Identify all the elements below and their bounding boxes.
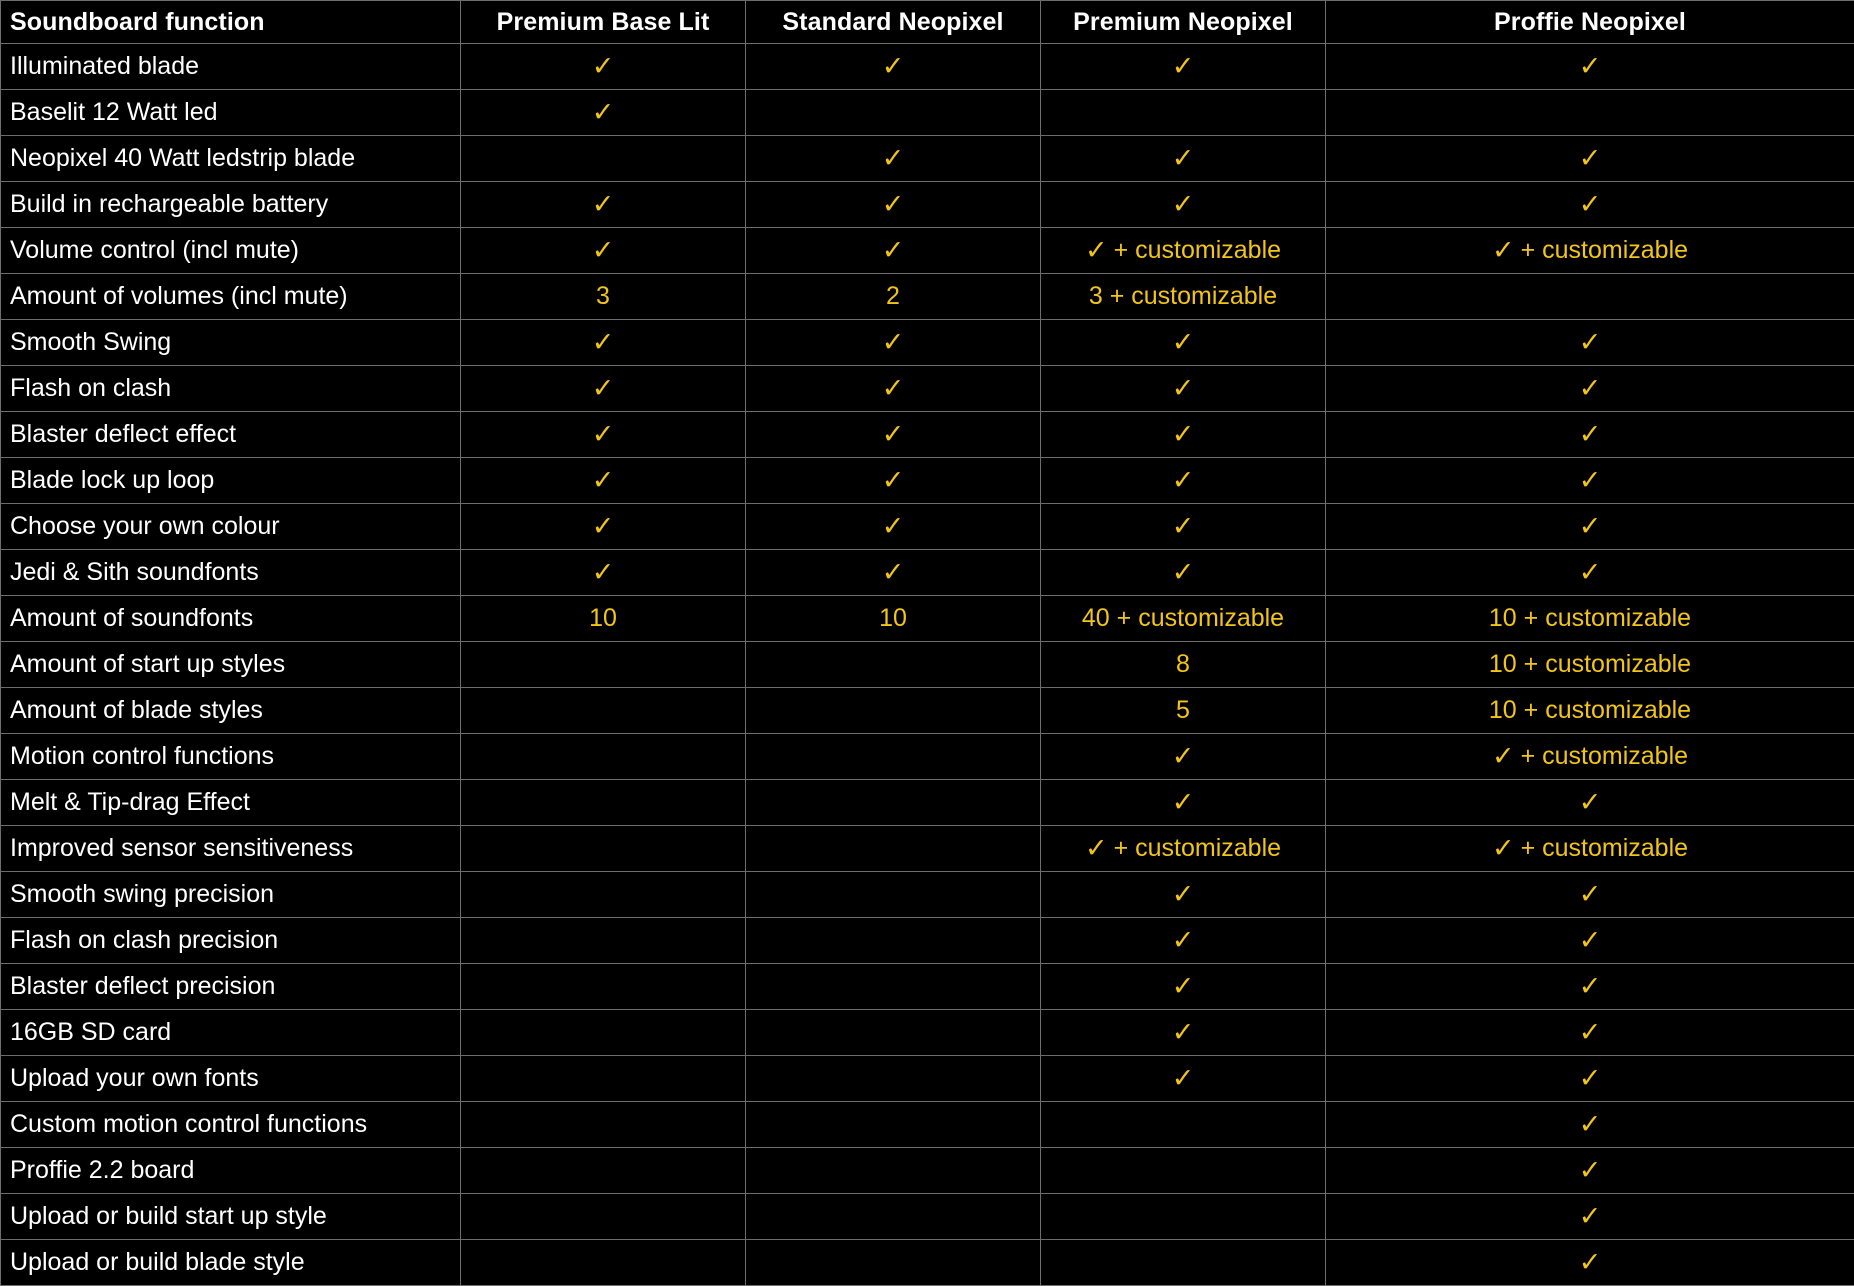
feature-value-cell [461,412,746,458]
empty-value [461,927,745,954]
empty-value [746,881,1040,908]
value-text: + customizable [1521,238,1688,263]
feature-value-cell [1326,412,1854,458]
feature-name-cell: Flash on clash precision [1,918,461,964]
column-header-premium-base-lit: Premium Base Lit [461,1,746,44]
feature-name-cell: Upload or build blade style [1,1240,461,1286]
feature-value-cell [746,688,1041,734]
feature-value-cell [746,1056,1041,1102]
table-row [1,90,1854,136]
feature-value-cell [1326,182,1854,228]
check-icon: ✓ [882,375,905,402]
table-row [1,412,1854,458]
feature-value-cell [461,504,746,550]
check-icon: ✓ [882,467,905,494]
value-text: 10 + customizable [1489,652,1691,677]
value-text: + customizable [1521,744,1688,769]
value-text: 10 [879,606,907,631]
table-row [1,274,1854,320]
feature-value-cell [746,90,1041,136]
table-row [1,504,1854,550]
value-text: 3 + customizable [1089,284,1277,309]
check-icon: ✓ [592,237,615,264]
feature-name-cell: Baselit 12 Watt led [1,90,461,136]
feature-value-cell [461,366,746,412]
feature-name-cell: Blaster deflect effect [1,412,461,458]
feature-value-cell [1326,1102,1854,1148]
table-row [1,596,1854,642]
feature-name-cell: Amount of blade styles [1,688,461,734]
empty-value [746,835,1040,862]
feature-value-cell [746,274,1041,320]
check-icon: ✓ [1579,375,1602,402]
empty-value [461,835,745,862]
feature-value-cell [746,320,1041,366]
feature-name-cell: 16GB SD card [1,1010,461,1056]
feature-name-cell: Smooth Swing [1,320,461,366]
check-icon: ✓ [1172,421,1195,448]
empty-value [461,697,745,724]
check-icon: ✓ [1172,145,1195,172]
empty-value [746,789,1040,816]
empty-value [461,1019,745,1046]
table-row [1,182,1854,228]
check-icon: ✓ [592,99,615,126]
empty-value [461,145,745,172]
feature-value-cell [746,642,1041,688]
feature-value-cell [1041,90,1326,136]
check-icon: ✓ [1172,743,1195,770]
empty-value [461,743,745,770]
feature-value-cell [1326,550,1854,596]
feature-value-cell [1326,872,1854,918]
feature-name-cell: Upload or build start up style [1,1194,461,1240]
feature-value-cell [1041,872,1326,918]
check-icon: ✓ [882,191,905,218]
table-row [1,1194,1854,1240]
table-row [1,826,1854,872]
feature-value-cell [1041,1056,1326,1102]
check-icon: ✓ [1579,789,1602,816]
empty-value [746,1019,1040,1046]
check-icon: ✓ [1579,881,1602,908]
feature-value-cell [461,734,746,780]
feature-value-cell [461,964,746,1010]
check-icon: ✓ [882,329,905,356]
check-icon: ✓ [1579,559,1602,586]
check-icon: ✓ [592,421,615,448]
feature-name-cell: Choose your own colour [1,504,461,550]
check-icon: ✓ [1085,835,1108,862]
feature-value-cell [1326,1240,1854,1286]
empty-value [461,1249,745,1276]
empty-value [746,1157,1040,1184]
feature-value-cell [1326,780,1854,826]
check-icon: ✓ [882,559,905,586]
check-icon: ✓ [592,559,615,586]
check-icon: ✓ [882,513,905,540]
check-icon: ✓ [1172,789,1195,816]
check-icon: ✓ [1579,329,1602,356]
check-icon: ✓ [1492,835,1515,862]
feature-value-cell [461,1240,746,1286]
feature-value-cell [746,550,1041,596]
empty-value [1041,1111,1325,1138]
feature-value-cell [1326,1148,1854,1194]
check-icon: ✓ [1085,237,1108,264]
table-body [1,44,1854,1286]
feature-name-cell: Flash on clash [1,366,461,412]
table-row [1,1240,1854,1286]
feature-value-cell [1041,274,1326,320]
feature-value-cell [746,458,1041,504]
feature-value-cell [746,1194,1041,1240]
table-row [1,550,1854,596]
table-row [1,642,1854,688]
feature-value-cell [1041,458,1326,504]
value-text: + customizable [1114,836,1281,861]
check-icon: ✓ [1579,973,1602,1000]
empty-value [746,697,1040,724]
table-row [1,964,1854,1010]
feature-value-cell [1041,596,1326,642]
empty-value [461,1111,745,1138]
value-text: 10 + customizable [1489,698,1691,723]
feature-name-cell: Blade lock up loop [1,458,461,504]
empty-value [1041,1249,1325,1276]
feature-value-cell [461,550,746,596]
feature-value-cell [461,642,746,688]
empty-value [461,973,745,1000]
feature-value-cell [1326,964,1854,1010]
check-icon: ✓ [1579,191,1602,218]
value-text: 2 [886,284,900,309]
check-icon: ✓ [1579,421,1602,448]
feature-value-cell [746,1010,1041,1056]
feature-name-cell: Amount of volumes (incl mute) [1,274,461,320]
feature-value-cell [746,182,1041,228]
value-text: 5 [1176,698,1190,723]
value-text: 10 [589,606,617,631]
feature-name-cell: Volume control (incl mute) [1,228,461,274]
check-icon: ✓ [1579,1065,1602,1092]
table-row [1,458,1854,504]
check-icon: ✓ [1492,237,1515,264]
feature-value-cell [746,1102,1041,1148]
empty-value [746,1249,1040,1276]
feature-value-cell [1041,918,1326,964]
feature-value-cell [1326,826,1854,872]
check-icon: ✓ [592,467,615,494]
check-icon: ✓ [1579,1019,1602,1046]
table-header-row [1,1,1854,44]
check-icon: ✓ [592,191,615,218]
check-icon: ✓ [882,421,905,448]
feature-value-cell [461,274,746,320]
feature-value-cell [1041,826,1326,872]
feature-value-cell [461,136,746,182]
feature-value-cell [461,918,746,964]
feature-value-cell [1326,642,1854,688]
table-row [1,320,1854,366]
check-icon: ✓ [1579,513,1602,540]
check-icon: ✓ [1172,881,1195,908]
value-text: + customizable [1521,836,1688,861]
feature-value-cell [746,366,1041,412]
table-row [1,688,1854,734]
feature-value-cell [461,688,746,734]
feature-name-cell: Melt & Tip-drag Effect [1,780,461,826]
feature-value-cell [1326,44,1854,90]
check-icon: ✓ [1579,53,1602,80]
table-header [1,1,1854,44]
feature-value-cell [1041,136,1326,182]
table-row [1,918,1854,964]
feature-value-cell [461,872,746,918]
check-icon: ✓ [592,53,615,80]
feature-value-cell [746,412,1041,458]
feature-value-cell [746,1148,1041,1194]
feature-name-cell: Neopixel 40 Watt ledstrip blade [1,136,461,182]
empty-value [746,1111,1040,1138]
feature-name-cell: Custom motion control functions [1,1102,461,1148]
feature-value-cell [1326,1194,1854,1240]
feature-value-cell [1326,90,1854,136]
column-header-proffie-neopixel: Proffie Neopixel [1326,1,1854,44]
feature-value-cell [1326,918,1854,964]
feature-value-cell [461,1148,746,1194]
feature-value-cell [461,596,746,642]
feature-value-cell [1326,1056,1854,1102]
feature-value-cell [746,228,1041,274]
feature-name-cell: Blaster deflect precision [1,964,461,1010]
check-icon: ✓ [1172,329,1195,356]
check-icon: ✓ [592,375,615,402]
check-icon: ✓ [882,145,905,172]
check-icon: ✓ [1579,927,1602,954]
value-text: + customizable [1114,238,1281,263]
value-text: 3 [596,284,610,309]
feature-name-cell: Improved sensor sensitiveness [1,826,461,872]
table-row [1,780,1854,826]
check-icon: ✓ [1579,467,1602,494]
feature-value-cell [746,44,1041,90]
feature-value-cell [746,596,1041,642]
feature-value-cell [461,182,746,228]
feature-value-cell [1326,228,1854,274]
check-icon: ✓ [1579,145,1602,172]
feature-value-cell [1041,1194,1326,1240]
empty-value [1041,1157,1325,1184]
feature-value-cell [1041,642,1326,688]
check-icon: ✓ [1579,1249,1602,1276]
empty-value [461,1157,745,1184]
feature-value-cell [461,826,746,872]
feature-value-cell [1041,1240,1326,1286]
check-icon: ✓ [1579,1157,1602,1184]
check-icon: ✓ [1172,559,1195,586]
check-icon: ✓ [592,513,615,540]
feature-value-cell [1041,688,1326,734]
feature-value-cell [746,964,1041,1010]
feature-value-cell [1041,550,1326,596]
column-header-standard-neopixel: Standard Neopixel [746,1,1041,44]
check-icon: ✓ [592,329,615,356]
empty-value [461,881,745,908]
check-icon: ✓ [1172,191,1195,218]
table-row [1,1010,1854,1056]
check-icon: ✓ [1172,467,1195,494]
feature-value-cell [1326,596,1854,642]
check-icon: ✓ [1172,1019,1195,1046]
table-row [1,734,1854,780]
feature-name-cell: Amount of soundfonts [1,596,461,642]
feature-value-cell [1326,504,1854,550]
empty-value [746,99,1040,126]
check-icon: ✓ [882,53,905,80]
empty-value [1326,99,1854,126]
feature-value-cell [461,44,746,90]
feature-value-cell [461,90,746,136]
check-icon: ✓ [882,237,905,264]
empty-value [1041,99,1325,126]
feature-value-cell [1041,366,1326,412]
feature-value-cell [1326,320,1854,366]
feature-value-cell [1326,1010,1854,1056]
feature-value-cell [461,1056,746,1102]
feature-value-cell [1041,1010,1326,1056]
feature-name-cell: Upload your own fonts [1,1056,461,1102]
table-row [1,136,1854,182]
check-icon: ✓ [1172,1065,1195,1092]
feature-value-cell [461,228,746,274]
table-row [1,366,1854,412]
empty-value [746,743,1040,770]
feature-value-cell [1041,412,1326,458]
feature-value-cell [746,734,1041,780]
feature-value-cell [1041,44,1326,90]
feature-value-cell [746,136,1041,182]
feature-value-cell [1041,182,1326,228]
value-text: 10 + customizable [1489,606,1691,631]
empty-value [461,789,745,816]
column-header-premium-neopixel: Premium Neopixel [1041,1,1326,44]
check-icon: ✓ [1492,743,1515,770]
table-row [1,1056,1854,1102]
feature-name-cell: Motion control functions [1,734,461,780]
feature-value-cell [1041,734,1326,780]
feature-name-cell: Smooth swing precision [1,872,461,918]
feature-value-cell [746,826,1041,872]
column-header-function: Soundboard function [1,1,461,44]
empty-value [461,651,745,678]
feature-value-cell [746,872,1041,918]
feature-value-cell [1326,688,1854,734]
value-text: 8 [1176,652,1190,677]
feature-value-cell [1326,274,1854,320]
table-row [1,1148,1854,1194]
table-row [1,1102,1854,1148]
feature-value-cell [461,1102,746,1148]
feature-name-cell: Jedi & Sith soundfonts [1,550,461,596]
value-text: 40 + customizable [1082,606,1284,631]
feature-value-cell [1041,504,1326,550]
feature-value-cell [1326,136,1854,182]
check-icon: ✓ [1172,973,1195,1000]
feature-name-cell: Amount of start up styles [1,642,461,688]
feature-name-cell: Illuminated blade [1,44,461,90]
feature-value-cell [1041,1148,1326,1194]
feature-value-cell [1041,320,1326,366]
empty-value [461,1203,745,1230]
empty-value [746,651,1040,678]
empty-value [746,1203,1040,1230]
feature-value-cell [461,1010,746,1056]
table-row [1,228,1854,274]
feature-value-cell [746,1240,1041,1286]
check-icon: ✓ [1579,1111,1602,1138]
empty-value [746,927,1040,954]
feature-value-cell [1326,458,1854,504]
feature-value-cell [746,780,1041,826]
feature-value-cell [1041,780,1326,826]
empty-value [1041,1203,1325,1230]
feature-value-cell [746,918,1041,964]
check-icon: ✓ [1579,1203,1602,1230]
feature-value-cell [1041,228,1326,274]
feature-name-cell: Build in rechargeable battery [1,182,461,228]
check-icon: ✓ [1172,513,1195,540]
check-icon: ✓ [1172,927,1195,954]
feature-value-cell [461,320,746,366]
empty-value [746,1065,1040,1092]
feature-value-cell [1041,1102,1326,1148]
check-icon: ✓ [1172,375,1195,402]
empty-value [746,973,1040,1000]
table-row [1,872,1854,918]
feature-name-cell: Proffie 2.2 board [1,1148,461,1194]
feature-value-cell [1326,366,1854,412]
empty-value [1326,283,1854,310]
feature-value-cell [461,458,746,504]
table-row [1,44,1854,90]
check-icon: ✓ [1172,53,1195,80]
feature-value-cell [746,504,1041,550]
feature-value-cell [461,1194,746,1240]
feature-value-cell [461,780,746,826]
feature-value-cell [1326,734,1854,780]
feature-value-cell [1041,964,1326,1010]
empty-value [461,1065,745,1092]
